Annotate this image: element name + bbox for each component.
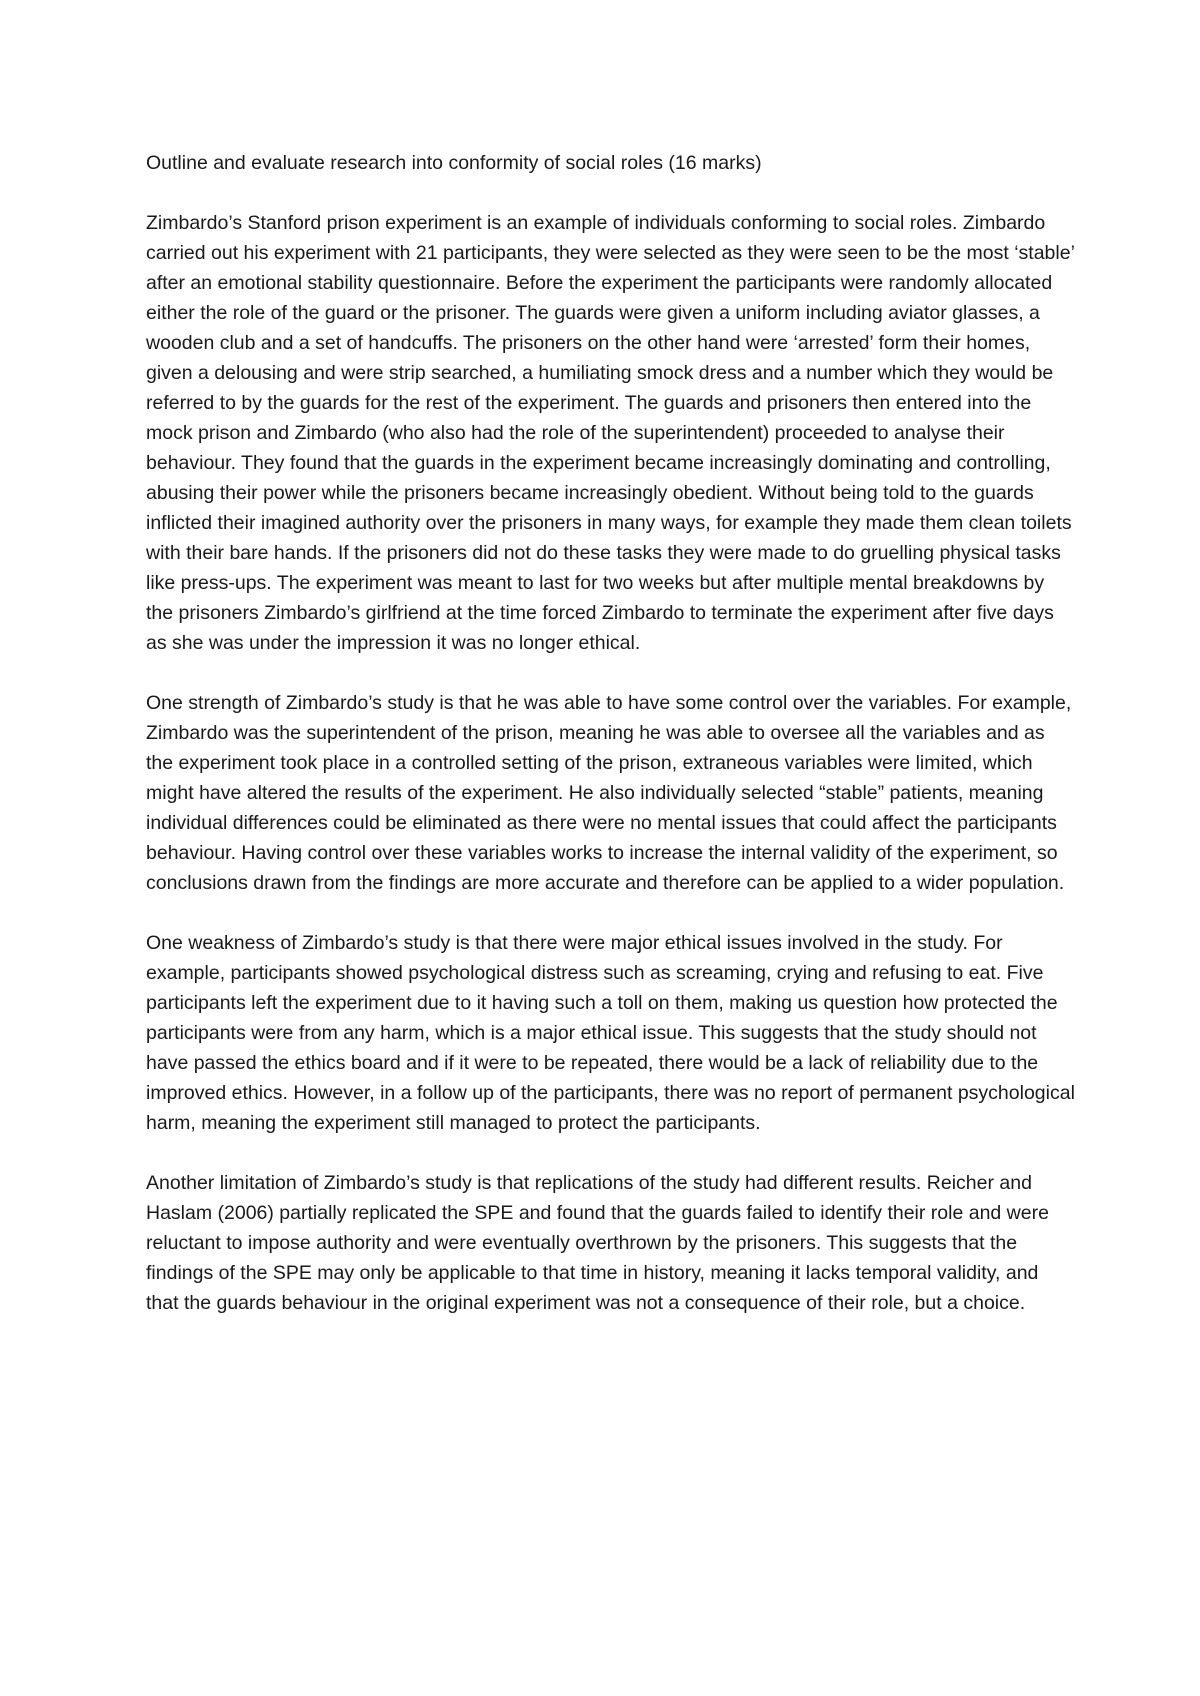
paragraph-procedure: Zimbardo’s Stanford prison experiment is an example of individuals conforming to social roles. Zimbardo carried out his experiment with 21 participants, they were selected as they were seen to be the most ‘stable’ after an emotional stability questionnaire. Before the experiment the participants were randomly allocated either the role of the guard or the prisoner. The guards were given a uniform including aviator glasses, a wooden club and a set of handcuffs. The prisoners on the other hand were ‘arrested’ form their homes, given a delousing and were strip searched, a humiliating smock dress and a number which they would be referred to by the guards for the rest of the experiment. The guards and prisoners then entered into the mock prison and Zimbardo (who also had the role of the superintendent) proceeded to analyse their behaviour. They found that the guards in the experiment became increasingly dominating and controlling, abusing their power while the prisoners became increasingly obedient. Without being told to the guards inflicted their imagined authority over the prisoners in many ways, for example they made them clean toilets with their bare hands. If the prisoners did not do these tasks they were made to do gruelling physical tasks like press-ups. The experiment was meant to last for two weeks but after multiple mental breakdowns by the prisoners Zimbardo’s girlfriend at the time forced Zimbardo to terminate the experiment after five days as she was under the impression it was no longer ethical. xyxy=(146,212,1075,654)
document-body xyxy=(146,148,1076,1348)
paragraph-limitation: Another limitation of Zimbardo’s study is that replications of the study had different results. Reicher and Haslam (2006) partially replicated the SPE and found that the guards failed to identify their role and were reluctant to impose authority and were eventually overthrown by the prisoners. This suggests that the findings of the SPE may only be applicable to that time in history, meaning it lacks temporal validity, and that the guards behaviour in the original experiment was not a consequence of their role, but a choice. xyxy=(146,1172,1049,1314)
essay-question: Outline and evaluate research into conformity of social roles (16 marks) xyxy=(146,152,762,174)
paragraph-weakness: One weakness of Zimbardo’s study is that there were major ethical issues involved in the study. For example, participants showed psychological distress such as screaming, crying and refusing to eat. Five participants left the experiment due to it having such a toll on them, making us question how protected the participants were from any harm, which is a major ethical issue. This suggests that the study should not have passed the ethics board and if it were to be repeated, there would be a lack of reliability due to the improved ethics. However, in a follow up of the participants, there was no report of permanent psychological harm, meaning the experiment still managed to protect the participants. xyxy=(146,932,1075,1134)
paragraph-strength: One strength of Zimbardo’s study is that he was able to have some control over the variables. For example, Zimbardo was the superintendent of the prison, meaning he was able to oversee all the variables and as the experiment took place in a controlled setting of the prison, extraneous variables were limited, which might have altered the results of the experiment. He also individually selected “stable” patients, meaning individual differences could be eliminated as there were no mental issues that could affect the participants behaviour. Having control over these variables works to increase the internal validity of the experiment, so conclusions drawn from the findings are more accurate and therefore can be applied to a wider population. xyxy=(146,692,1072,894)
